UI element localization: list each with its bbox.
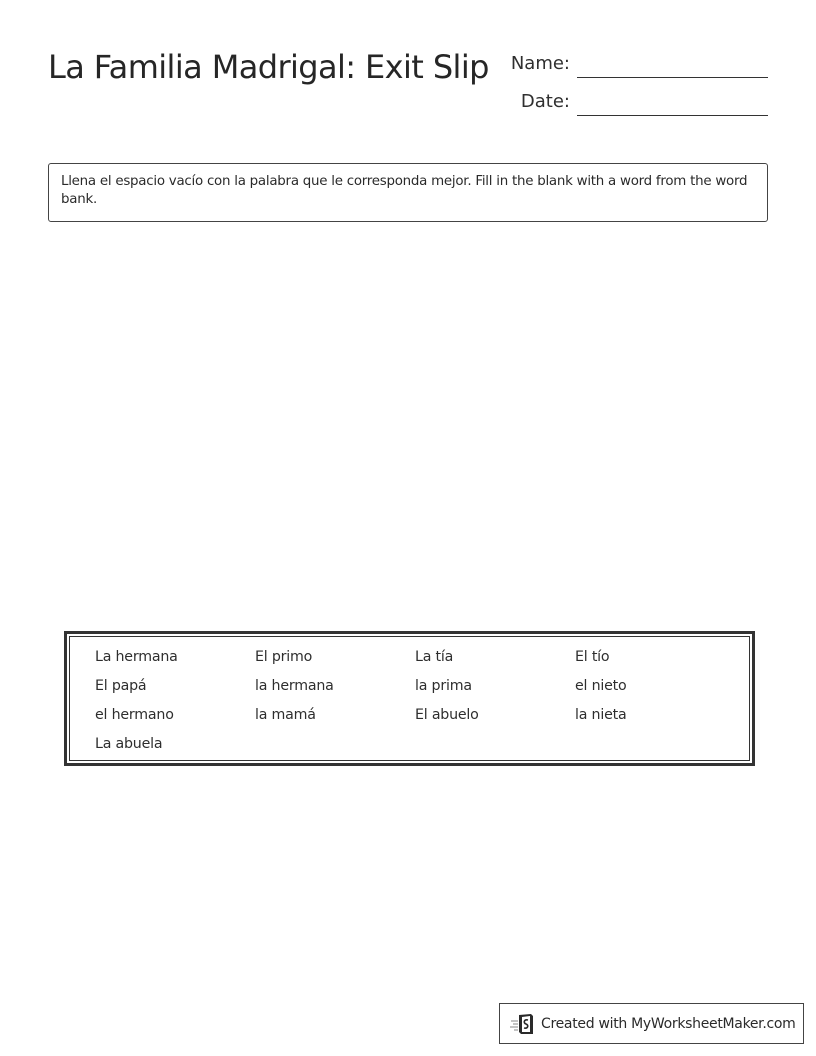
date-field bbox=[500, 92, 768, 112]
word-bank-item: La hermana bbox=[95, 649, 178, 665]
word-bank-item: la hermana bbox=[255, 678, 334, 694]
page-title: La Familia Madrigal: Exit Slip bbox=[48, 48, 489, 86]
name-field bbox=[500, 54, 768, 74]
instructions-text: Llena el espacio vacío con la palabra que le corresponda mejor. Fill in the blank with a word from the word bank. bbox=[61, 174, 748, 207]
word-bank-item: El abuelo bbox=[415, 707, 479, 723]
date-input-line[interactable] bbox=[577, 115, 768, 116]
word-bank-grid bbox=[95, 647, 735, 763]
word-bank-item: El papá bbox=[95, 678, 147, 694]
word-bank-item: El primo bbox=[255, 649, 313, 665]
created-with-badge[interactable] bbox=[499, 1003, 804, 1044]
date-label: Date: bbox=[520, 91, 570, 112]
myworksheetmaker-logo-icon bbox=[510, 1013, 536, 1035]
word-bank bbox=[64, 631, 755, 766]
word-bank-item: La abuela bbox=[95, 736, 163, 752]
word-bank-item: la nieta bbox=[575, 707, 627, 723]
word-bank-item: La tía bbox=[415, 649, 454, 665]
word-bank-item: la prima bbox=[415, 678, 472, 694]
footer-text: Created with MyWorksheetMaker.com bbox=[541, 1015, 796, 1032]
word-bank-item: El tío bbox=[575, 649, 610, 665]
word-bank-item: la mamá bbox=[255, 707, 316, 723]
name-label: Name: bbox=[510, 53, 570, 74]
word-bank-item: el nieto bbox=[575, 678, 627, 694]
name-input-line[interactable] bbox=[577, 77, 768, 78]
instructions-box bbox=[48, 163, 768, 222]
word-bank-inner-border bbox=[69, 636, 750, 761]
word-bank-item: el hermano bbox=[95, 707, 174, 723]
